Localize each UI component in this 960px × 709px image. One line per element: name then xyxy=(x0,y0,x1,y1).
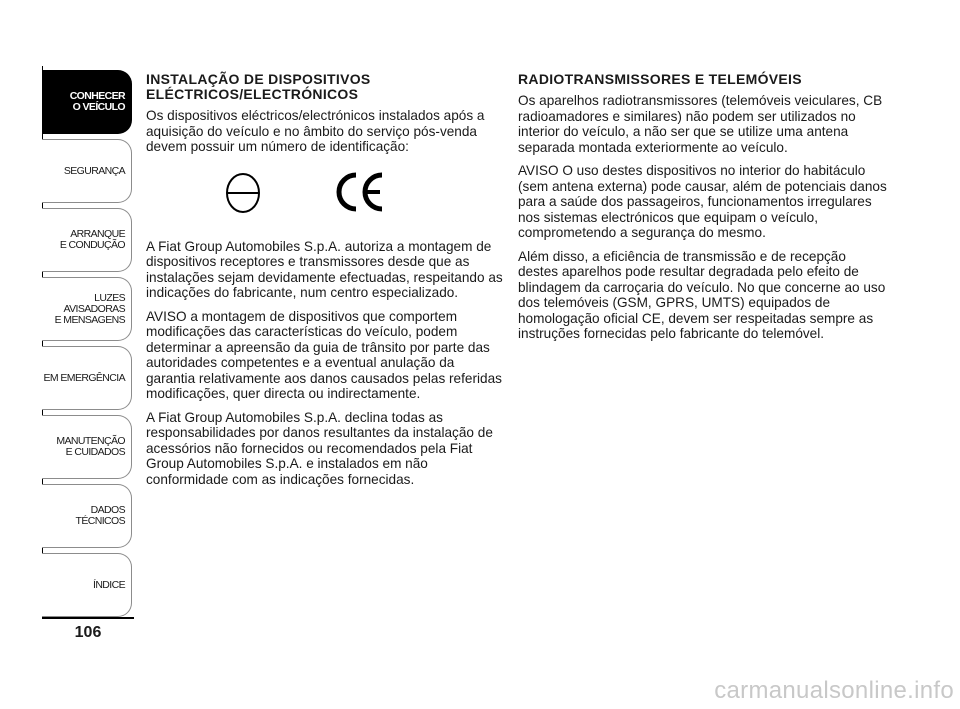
tab-em-emergencia[interactable]: EM EMERGÊNCIA xyxy=(42,346,132,410)
tab-arranque-e-conducao[interactable]: ARRANQUE E CONDUÇÃO xyxy=(42,208,132,272)
tab-seguranca[interactable]: SEGURANÇA xyxy=(42,139,132,203)
paragraph: AVISO O uso destes dispositivos no interior do habitáculo (sem antena externa) pode causar, além de potenciais danos para a saúde dos passageiros, funcionamentos irregulares nos sistemas electrónicos que equipam o veículo, comprometendo a segurança do mesmo. xyxy=(518,163,887,240)
tab-manutencao-e-cuidados[interactable]: MANUTENÇÃO E CUIDADOS xyxy=(42,415,132,479)
watermark: carmanualsonline.info xyxy=(714,677,954,704)
page-number: 106 xyxy=(74,624,102,641)
paragraph: Os dispositivos eléctricos/electrónicos instalados após a aquisição do veículo e no âmbito do serviço pós-venda devem possuir um número de identificação: xyxy=(146,108,485,154)
section-heading-installation: INSTALAÇÃO DE DISPOSITIVOS ELÉCTRICOS/ELECTRÓNICOS xyxy=(146,71,371,102)
page-number-rule xyxy=(42,617,134,619)
tab-indice[interactable]: ÍNDICE xyxy=(42,553,132,617)
left-column xyxy=(146,72,506,495)
tab-conhecer-o-veiculo[interactable]: CONHECER O VEÍCULO xyxy=(42,70,132,134)
paragraph: AVISO a montagem de dispositivos que comportem modificações das características do veículo, podem determinar a apreensão da guia de trânsito por parte das autoridades competentes e a eventual anulação da garantia relativamente aos danos causados pelas referidas modificações, quer directa ou indirectamente. xyxy=(146,308,502,401)
paragraph: Além disso, a eficiência de transmissão e de recepção destes aparelhos pode resultar degradada pelo efeito de blindagem da carroçaria do veículo. No que concerne ao uso dos telemóveis (GSM, GPRS, UMTS) equipados de homologação oficial CE, devem ser respeitadas sempre as instruções fornecidas pelo fabricante do telemóvel. xyxy=(518,248,886,341)
section-heading-radiotransmitters: RADIOTRANSMISSORES E TELEMÓVEIS xyxy=(518,71,802,87)
certification-marks xyxy=(146,163,506,233)
ce-mark-icon xyxy=(334,169,386,215)
tab-luzes-avisadoras[interactable]: LUZES AVISADORAS E MENSAGENS xyxy=(42,277,132,341)
paragraph: Os aparelhos radiotransmissores (telemóveis veiculares, CB radioamadores e similares) não podem ser utilizados no interior do veículo, a não ser que se utilize uma antena separada montada exteriormente ao veículo. xyxy=(518,93,883,155)
e-mark-icon xyxy=(224,171,262,215)
paragraph: A Fiat Group Automobiles S.p.A. declina todas as responsabilidades por danos resultantes da instalação de acessórios não fornecidos ou recomendados pela Fiat Group Automobiles S.p.A. e instalados em não conformidade com as indicações fornecidas. xyxy=(146,409,493,487)
paragraph: A Fiat Group Automobiles S.p.A. autoriza a montagem de dispositivos receptores e transmissores desde que as instalações sejam devidamente efectuadas, respeitando as indicações do fabricante, num centro especializado. xyxy=(146,238,503,300)
right-column xyxy=(518,72,888,350)
tab-dados-tecnicos[interactable]: DADOS TÉCNICOS xyxy=(42,484,132,548)
